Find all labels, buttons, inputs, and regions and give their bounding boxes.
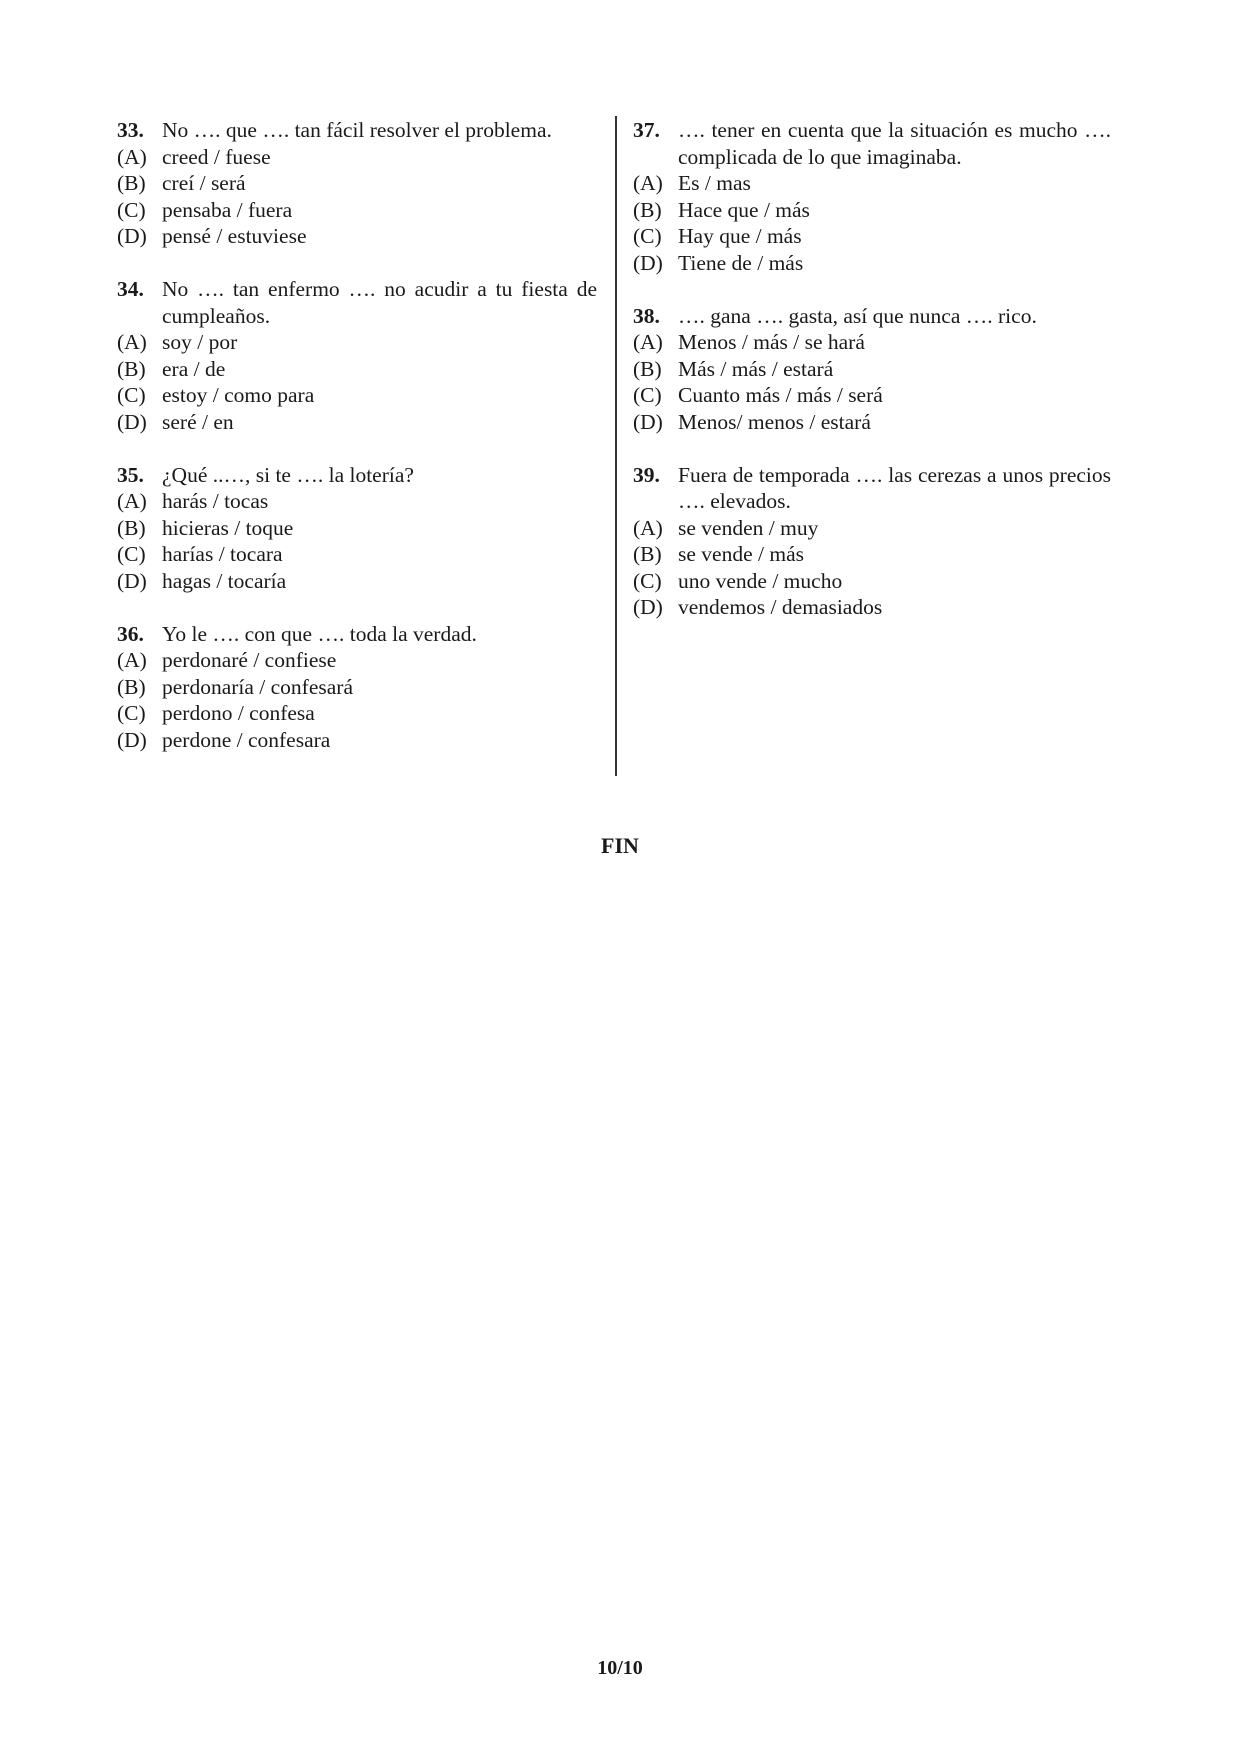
option-letter: (A): [117, 144, 147, 169]
option-letter: (D): [117, 224, 147, 248]
question-stem: Yo le …. con que …. toda la verdad.: [162, 621, 477, 646]
option-letter: (A): [117, 648, 147, 672]
option-letter: (C): [117, 701, 146, 725]
question-number: 34.: [117, 277, 144, 301]
option-letter: (B): [633, 356, 662, 381]
option-text: pensaba / fuera: [162, 197, 293, 222]
option-text: perdono / confesa: [162, 701, 315, 725]
question-35: [117, 462, 597, 595]
option-letter: (B): [633, 197, 662, 222]
option-text: Es / mas: [678, 171, 751, 195]
option-text: Tiene de / más: [678, 250, 804, 275]
option-letter: (B): [117, 515, 146, 540]
option-text: Hay que / más: [678, 224, 802, 248]
option-letter: (A): [633, 330, 663, 354]
option-letter: (C): [117, 197, 146, 222]
option-letter: (A): [117, 330, 147, 354]
option-text: Menos / más / se hará: [678, 330, 865, 354]
page-number: 10/10: [597, 1657, 643, 1679]
option-letter: (C): [117, 383, 146, 407]
question-stem: No …. que …. tan fácil resolver el problema.: [162, 118, 552, 142]
option-text: Hace que / más: [678, 197, 810, 222]
question-number: 39.: [633, 462, 660, 487]
question-36: [117, 621, 597, 754]
option-text: seré / en: [162, 409, 234, 434]
question-33: [117, 117, 597, 250]
option-text: hicieras / toque: [162, 515, 294, 540]
option-text: uno vende / mucho: [678, 568, 843, 593]
question-number: 36.: [117, 621, 144, 646]
option-text: Cuanto más / más / será: [678, 383, 883, 407]
right-column: [633, 117, 1111, 647]
option-letter: (B): [117, 171, 146, 195]
option-text: estoy / como para: [162, 383, 315, 407]
question-stem: …. gana …. gasta, así que nunca …. rico.: [678, 303, 1037, 328]
end-label: FIN: [601, 833, 639, 858]
question-number: 37.: [633, 118, 660, 142]
question-number: 33.: [117, 118, 144, 142]
option-text: perdone / confesara: [162, 727, 331, 752]
option-letter: (D): [633, 409, 663, 434]
option-text: harás / tocas: [162, 489, 269, 513]
question-39: [633, 462, 1111, 621]
option-letter: (D): [633, 250, 663, 275]
option-letter: (A): [633, 515, 663, 540]
option-letter: (D): [117, 727, 147, 752]
option-letter: (A): [633, 171, 663, 195]
option-text: vendemos / demasiados: [678, 595, 883, 619]
option-text: se venden / muy: [678, 515, 819, 540]
option-letter: (C): [633, 224, 662, 248]
question-stem: No …. tan enfermo …. no acudir a tu fiesta de cumpleaños.: [162, 277, 597, 328]
option-text: perdonaré / confiese: [162, 648, 337, 672]
question-stem: …. tener en cuenta que la situación es mucho …. complicada de lo que imaginaba.: [678, 118, 1111, 169]
question-number: 35.: [117, 462, 144, 487]
option-text: perdonaría / confesará: [162, 674, 354, 699]
question-34: [117, 276, 597, 435]
option-text: harías / tocara: [162, 542, 283, 566]
option-text: Menos/ menos / estará: [678, 409, 871, 434]
option-letter: (B): [117, 356, 146, 381]
question-38: [633, 303, 1111, 436]
left-column: [117, 117, 597, 780]
option-text: hagas / tocaría: [162, 568, 287, 593]
option-letter: (B): [633, 542, 662, 566]
question-37: [633, 117, 1111, 276]
option-text: pensé / estuviese: [162, 224, 307, 248]
question-number: 38.: [633, 303, 660, 328]
option-text: creí / será: [162, 171, 246, 195]
option-letter: (C): [117, 542, 146, 566]
option-text: soy / por: [162, 330, 238, 354]
option-text: era / de: [162, 356, 226, 381]
option-text: creed / fuese: [162, 144, 271, 169]
option-letter: (D): [117, 409, 147, 434]
option-letter: (B): [117, 674, 146, 699]
option-letter: (C): [633, 568, 662, 593]
option-text: Más / más / estará: [678, 356, 834, 381]
question-stem: Fuera de temporada …. las cerezas a unos precios …. elevados.: [678, 462, 1111, 513]
option-letter: (D): [633, 595, 663, 619]
option-letter: (A): [117, 489, 147, 513]
option-letter: (D): [117, 568, 147, 593]
option-letter: (C): [633, 383, 662, 407]
column-divider: [615, 116, 617, 776]
question-stem: ¿Qué ..…, si te …. la lotería?: [162, 462, 414, 487]
option-text: se vende / más: [678, 542, 804, 566]
